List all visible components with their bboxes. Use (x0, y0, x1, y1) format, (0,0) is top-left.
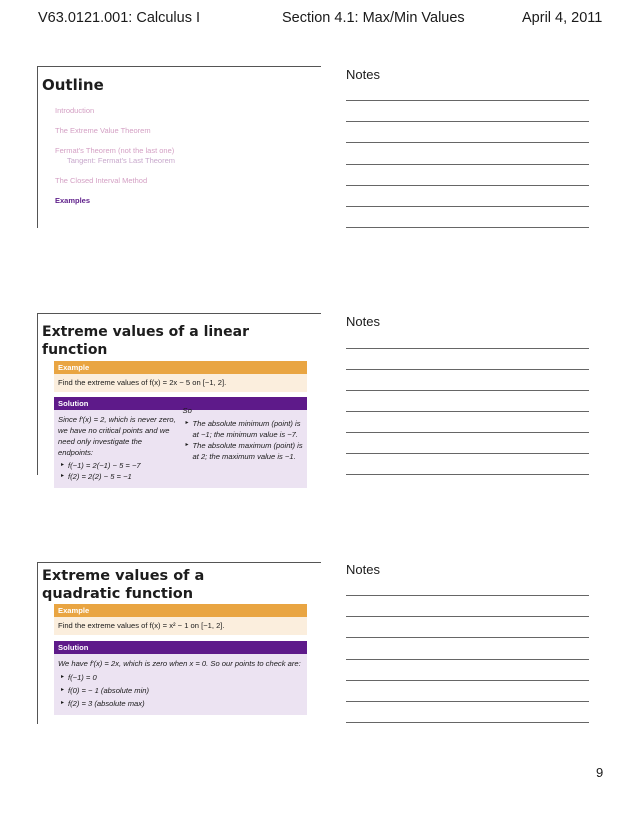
notes-line (346, 206, 589, 207)
outline-list (38, 106, 321, 205)
notes-line (346, 722, 589, 723)
solution-text: We have f′(x) = 2x, which is zero when x = 0. So our points to check are: (58, 659, 301, 668)
outline-subitem-fermats-last-theorem: Tangent: Fermat's Last Theorem (67, 156, 176, 165)
example-block (54, 361, 307, 392)
list-item: ▸ f(2) = 3 (absolute max) (58, 698, 303, 709)
notes-line (346, 659, 589, 660)
notes-line (346, 616, 589, 617)
slide-title: Extreme values of a quadratic function (42, 568, 205, 602)
slide-outline (37, 66, 321, 228)
outline-item-closed-interval-method: The Closed Interval Method (55, 176, 148, 185)
list-item: ▸ f(0) = − 1 (absolute min) (58, 685, 303, 696)
notes-line (346, 453, 589, 454)
notes-line (346, 142, 589, 143)
example-label: Example (54, 604, 307, 617)
list-item: ▸ f(−1) = 2(−1) − 5 = −7 (58, 460, 179, 471)
solution-block (54, 397, 307, 488)
notes-line (346, 411, 589, 412)
slide-title: Extreme values of a linear function (42, 324, 249, 358)
solution-label: Solution (54, 397, 307, 410)
outline-item-examples: Examples (55, 196, 91, 205)
example-text: Find the extreme values of f(x) = 2x − 5 on [−1, 2]. (54, 374, 307, 392)
notes-line (346, 164, 589, 165)
solution-body (54, 406, 307, 488)
outline-item-label: Fermat's Theorem (not the last one) (55, 146, 175, 155)
outline-item-introduction: Introduction (55, 106, 95, 115)
notes-line (346, 701, 589, 702)
notes-label: Notes (346, 562, 380, 577)
solution-body (54, 654, 307, 715)
example-block (54, 604, 307, 635)
course-title: V63.0121.001: Calculus I (38, 10, 201, 26)
list-item: ▸ The absolute minimum (point) is at −1; the minimum value is −7. (183, 418, 304, 440)
notes-label: Notes (346, 67, 380, 82)
notes-line (346, 100, 589, 101)
notes-line (346, 680, 589, 681)
notes-line (346, 637, 589, 638)
notes-label: Notes (346, 314, 380, 329)
slide-title: Outline (42, 76, 104, 94)
solution-text: Since f′(x) = 2, which is never zero, we have no critical points and we need only investigate the endpoints: (58, 415, 176, 457)
example-label: Example (54, 361, 307, 374)
outline-item-extreme-value-theorem: The Extreme Value Theorem (55, 126, 151, 135)
notes-line (346, 227, 589, 228)
notes-line (346, 390, 589, 391)
page-number: 9 (596, 765, 604, 780)
solution-left-column (58, 414, 179, 482)
slide-quadratic-function (37, 562, 321, 724)
notes-line (346, 432, 589, 433)
solution-label: Solution (54, 641, 307, 654)
example-text: Find the extreme values of f(x) = x² − 1 on [−1, 2]. (54, 617, 307, 635)
notes-line (346, 348, 589, 349)
notes-line (346, 185, 589, 186)
list-item: ▸ The absolute maximum (point) is at 2; the maximum value is −1. (183, 440, 304, 462)
slide-linear-function (37, 313, 321, 481)
list-item: ▸ f(2) = 2(2) − 5 = −1 (58, 471, 179, 482)
solution-so: So (182, 406, 192, 415)
lecture-date: April 4, 2011 (522, 10, 603, 26)
notes-line (346, 474, 589, 475)
list-item: ▸ f(−1) = 0 (58, 672, 303, 683)
solution-block (54, 641, 307, 715)
section-title: Section 4.1: Max/Min Values (282, 10, 465, 26)
solution-right-column (179, 405, 304, 482)
notes-line (346, 369, 589, 370)
notes-line (346, 595, 589, 596)
notes-line (346, 121, 589, 122)
outline-item-fermats-theorem (55, 146, 321, 165)
